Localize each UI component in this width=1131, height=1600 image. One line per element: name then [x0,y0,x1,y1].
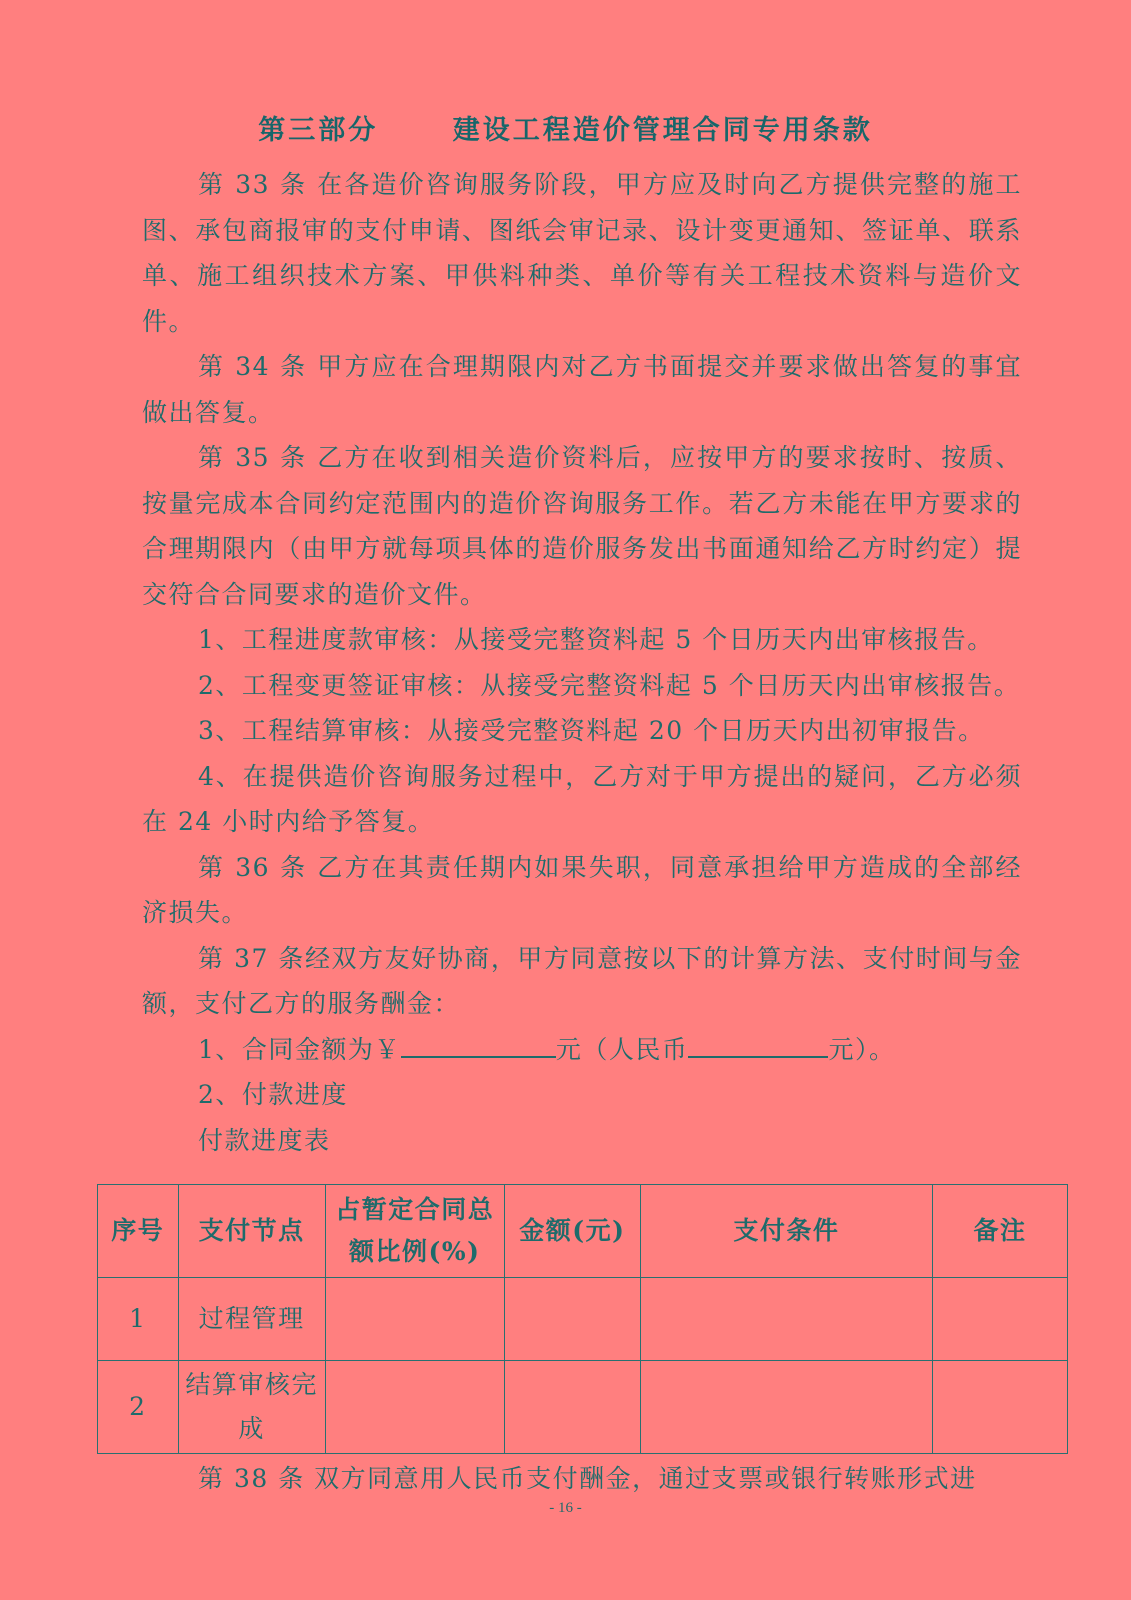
amount-blank-field[interactable] [401,1032,556,1058]
amount-middle: 元（人民币 [555,1034,689,1064]
page-number: - 16 - [549,1500,582,1516]
clause-37: 第 37 条经双方友好协商，甲方同意按以下的计算方法、支付时间与金额，支付乙方的服务酬金： [142,943,1022,1018]
cell-index: 1 [98,1278,179,1361]
amount-prefix: 1、合同金额为￥ [198,1034,401,1064]
table-caption: 付款进度表 [198,1125,331,1155]
cell-index: 2 [98,1361,179,1454]
amount-rmb-blank-field[interactable] [688,1032,828,1058]
review-item-1: 1、工程进度款审核：从接受完整资料起 5 个日历天内出审核报告。 [198,625,994,654]
header-remarks: 备注 [932,1185,1067,1278]
cell-payment-condition[interactable] [640,1361,932,1454]
table-row [98,1361,1068,1454]
section-heading: 第三部分 建设工程造价管理合同专用条款 [258,115,873,146]
header-payment-node: 支付节点 [178,1185,325,1278]
clause-36: 第 36 条 乙方在其责任期内如果失职，同意承担给甲方造成的全部经济损失。 [142,852,1022,927]
cell-payment-node: 过程管理 [178,1278,325,1361]
clause-34: 第 34 条 甲方应在合理期限内对乙方书面提交并要求做出答复的事宜做出答复。 [142,352,1022,427]
review-item-3: 3、工程结算审核：从接受完整资料起 20 个日历天内出初审报告。 [198,716,985,745]
review-item-2: 2、工程变更签证审核：从接受完整资料起 5 个日历天内出审核报告。 [198,670,1021,700]
header-percentage: 占暂定合同总额比例(%) [325,1185,504,1278]
table-header-row [98,1185,1068,1278]
payment-progress-label: 2、付款进度 [198,1080,348,1109]
cell-amount[interactable] [504,1361,640,1454]
cell-amount[interactable] [504,1278,640,1361]
review-item-4: 4、在提供造价咨询服务过程中，乙方对于甲方提出的疑问，乙方必须在 24 小时内给予答复。 [142,761,1022,836]
amount-suffix: 元）。 [828,1034,896,1064]
cell-percentage[interactable] [325,1278,504,1361]
header-amount: 金额(元) [504,1185,640,1278]
clause-35: 第 35 条 乙方在收到相关造价资料后，应按甲方的要求按时、按质、按量完成本合同约定范围内的造价咨询服务工作。若乙方未能在甲方要求的合理期限内（由甲方就每项具体的造价服务发出书面通知给乙方时约定）提交符合合同要求的造价文件。 [142,443,1022,609]
cell-remarks[interactable] [932,1278,1067,1361]
clauses-body [142,162,1022,1163]
header-index: 序号 [98,1185,179,1278]
payment-schedule-table [97,1184,1068,1454]
cell-payment-condition[interactable] [640,1278,932,1361]
clause-33: 第 33 条 在各造价咨询服务阶段，甲方应及时向乙方提供完整的施工图、承包商报审的支付申请、图纸会审记录、设计变更通知、签证单、联系单、施工组织技术方案、甲供料种类、单价等有关工程技术资料与造价文件。 [142,170,1022,336]
clause-38: 第 38 条 双方同意用人民币支付酬金，通过支票或银行转账形式进 [198,1464,977,1493]
cell-percentage[interactable] [325,1361,504,1454]
cell-remarks[interactable] [932,1361,1067,1454]
contract-amount-line [142,1027,1022,1073]
table-row [98,1278,1068,1361]
header-payment-condition: 支付条件 [640,1185,932,1278]
cell-payment-node: 结算审核完成 [178,1361,325,1454]
